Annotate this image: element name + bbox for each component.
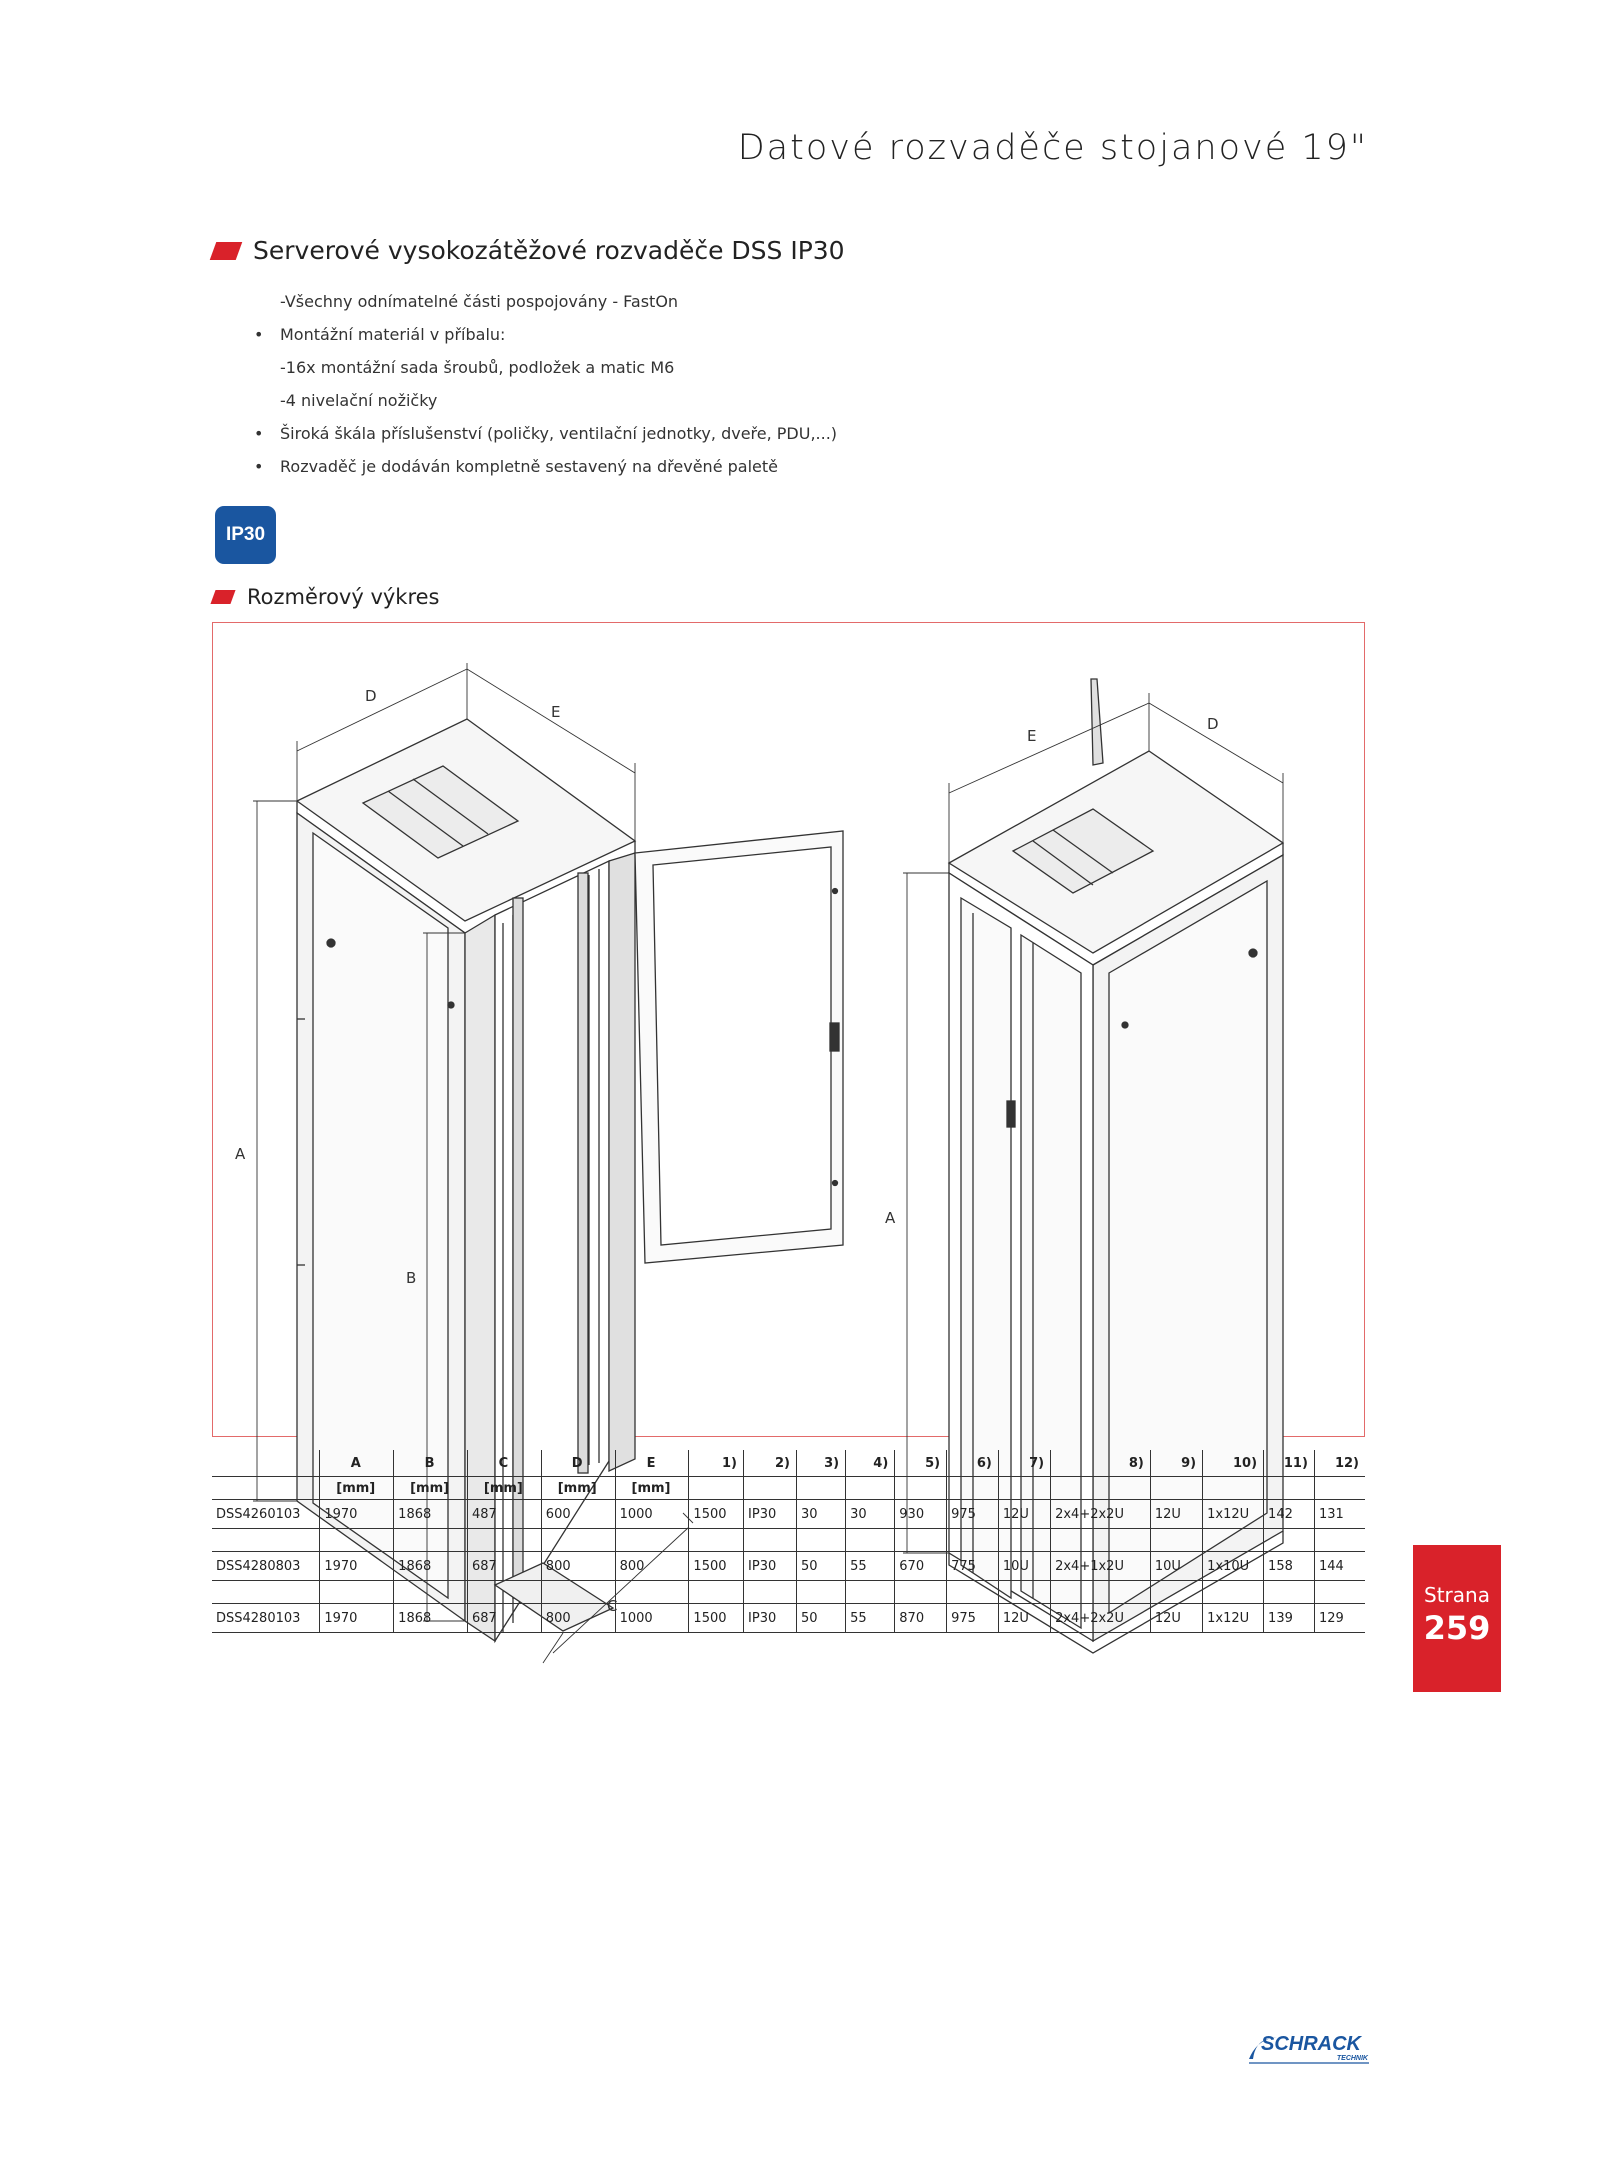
table-cell: 800 xyxy=(615,1552,689,1581)
table-cell: 158 xyxy=(1264,1552,1315,1581)
spec-table xyxy=(212,1450,1365,1633)
table-header-cell: 2) xyxy=(744,1450,797,1477)
table-cell: 1868 xyxy=(394,1500,468,1529)
table-cell: 975 xyxy=(947,1500,999,1529)
table-cell: 975 xyxy=(947,1604,999,1633)
table-header-cell: 8) xyxy=(1051,1450,1151,1477)
table-unit-cell xyxy=(796,1477,845,1500)
table-unit-cell xyxy=(1314,1477,1365,1500)
table-unit-cell xyxy=(1150,1477,1202,1500)
red-marker-icon xyxy=(210,590,235,604)
table-header-cell: 10) xyxy=(1203,1450,1264,1477)
table-header-cell: 11) xyxy=(1264,1450,1315,1477)
table-cell: 687 xyxy=(467,1604,541,1633)
table-cell: IP30 xyxy=(744,1552,797,1581)
table-unit-cell: [mm] xyxy=(467,1477,541,1500)
table-cell: 30 xyxy=(796,1500,845,1529)
dim-label-d-right: D xyxy=(1207,715,1219,733)
table-cell: 12U xyxy=(1150,1500,1202,1529)
table-unit-row xyxy=(212,1477,1365,1500)
table-header-cell: D xyxy=(541,1450,615,1477)
table-cell: 144 xyxy=(1314,1552,1365,1581)
table-row xyxy=(212,1552,1365,1581)
section-heading-product xyxy=(213,236,845,265)
table-cell: 131 xyxy=(1314,1500,1365,1529)
feature-item: -16x montážní sada šroubů, podložek a matic M6 xyxy=(280,358,675,377)
table-header-cell: C xyxy=(467,1450,541,1477)
table-spacer-row xyxy=(212,1529,1365,1552)
table-unit-cell: [mm] xyxy=(320,1477,394,1500)
logo-brand: SCHRACK xyxy=(1261,2033,1361,2055)
table-header-cell xyxy=(212,1450,320,1477)
feature-list xyxy=(252,285,837,483)
table-unit-cell xyxy=(1051,1477,1151,1500)
table-cell: 1868 xyxy=(394,1604,468,1633)
table-cell: 10U xyxy=(1150,1552,1202,1581)
table-unit-cell: [mm] xyxy=(541,1477,615,1500)
table-cell: 1x12U xyxy=(1203,1604,1264,1633)
table-cell: 687 xyxy=(467,1552,541,1581)
dim-label-b: B xyxy=(406,1269,417,1287)
table-header-cell: 9) xyxy=(1150,1450,1202,1477)
table-cell: 12U xyxy=(998,1500,1050,1529)
table-cell: 870 xyxy=(895,1604,947,1633)
table-cell: 129 xyxy=(1314,1604,1365,1633)
page-tab-label: Strana xyxy=(1424,1583,1490,1607)
table-cell: IP30 xyxy=(744,1604,797,1633)
table-cell: 142 xyxy=(1264,1500,1315,1529)
red-marker-icon xyxy=(210,242,243,260)
table-unit-cell xyxy=(744,1477,797,1500)
table-cell: 1000 xyxy=(615,1500,689,1529)
table-header-cell: E xyxy=(615,1450,689,1477)
table-cell: 670 xyxy=(895,1552,947,1581)
table-cell: 55 xyxy=(846,1604,895,1633)
feature-item: • Rozvaděč je dodáván kompletně sestavený na dřevěné paletě xyxy=(252,450,837,483)
table-header-row xyxy=(212,1450,1365,1477)
table-header-cell: 4) xyxy=(846,1450,895,1477)
feature-item: -4 nivelační nožičky xyxy=(280,391,438,410)
table-header-cell: 7) xyxy=(998,1450,1050,1477)
dim-label-c: C xyxy=(607,1597,618,1615)
table-header-cell: B xyxy=(394,1450,468,1477)
dim-label-e-left: E xyxy=(551,703,561,721)
table-header-cell: 3) xyxy=(796,1450,845,1477)
table-cell: 600 xyxy=(541,1500,615,1529)
table-cell: 30 xyxy=(846,1500,895,1529)
table-cell: 50 xyxy=(796,1604,845,1633)
table-header-cell: 6) xyxy=(947,1450,999,1477)
table-unit-cell xyxy=(1203,1477,1264,1500)
table-cell: 1970 xyxy=(320,1552,394,1581)
table-cell: 1500 xyxy=(689,1500,744,1529)
table-unit-cell: [mm] xyxy=(615,1477,689,1500)
table-unit-cell xyxy=(947,1477,999,1500)
table-unit-cell xyxy=(689,1477,744,1500)
feature-item: -Všechny odnímatelné části pospojovány - FastOn xyxy=(280,292,679,311)
feature-item: • Široká škála příslušenství (poličky, ventilační jednotky, dveře, PDU,...) xyxy=(252,417,837,450)
table-cell: 1868 xyxy=(394,1552,468,1581)
table-cell: 10U xyxy=(998,1552,1050,1581)
table-header-cell: 12) xyxy=(1314,1450,1365,1477)
table-cell: 1500 xyxy=(689,1552,744,1581)
table-cell: DSS4260103 xyxy=(212,1500,320,1529)
table-cell: IP30 xyxy=(744,1500,797,1529)
dim-label-a-right: A xyxy=(885,1209,896,1227)
table-cell: 487 xyxy=(467,1500,541,1529)
table-cell: 2x4+2x2U xyxy=(1051,1500,1151,1529)
table-cell: 12U xyxy=(998,1604,1050,1633)
logo-sub: TECHNIK xyxy=(1336,2055,1368,2062)
table-unit-cell xyxy=(895,1477,947,1500)
table-row xyxy=(212,1500,1365,1529)
table-cell: 775 xyxy=(947,1552,999,1581)
table-row xyxy=(212,1604,1365,1633)
table-unit-cell xyxy=(846,1477,895,1500)
table-cell: 1x12U xyxy=(1203,1500,1264,1529)
table-cell: 55 xyxy=(846,1552,895,1581)
table-unit-cell: [mm] xyxy=(394,1477,468,1500)
table-cell: 1000 xyxy=(615,1604,689,1633)
table-cell: 50 xyxy=(796,1552,845,1581)
table-cell: 1x10U xyxy=(1203,1552,1264,1581)
table-cell: 800 xyxy=(541,1552,615,1581)
table-header-cell: A xyxy=(320,1450,394,1477)
table-unit-cell xyxy=(212,1477,320,1500)
section-heading-text: Rozměrový výkres xyxy=(247,585,440,609)
dim-label-e-right: E xyxy=(1027,727,1037,745)
table-cell: 930 xyxy=(895,1500,947,1529)
schrack-logo-icon xyxy=(1247,2033,1372,2068)
table-cell: 12U xyxy=(1150,1604,1202,1633)
table-cell: 139 xyxy=(1264,1604,1315,1633)
section-heading-drawing xyxy=(213,585,440,609)
table-cell: DSS4280103 xyxy=(212,1604,320,1633)
table-cell: DSS4280803 xyxy=(212,1552,320,1581)
table-cell: 800 xyxy=(541,1604,615,1633)
table-cell: 1500 xyxy=(689,1604,744,1633)
table-cell: 1970 xyxy=(320,1604,394,1633)
table-unit-cell xyxy=(1264,1477,1315,1500)
feature-item: • Montážní materiál v příbalu: xyxy=(252,318,837,351)
table-header-cell: 5) xyxy=(895,1450,947,1477)
ip30-badge-icon: IP30 xyxy=(215,506,276,564)
table-cell: 2x4+1x2U xyxy=(1051,1552,1151,1581)
table-unit-cell xyxy=(998,1477,1050,1500)
page-number: 259 xyxy=(1423,1609,1491,1647)
page-number-tab xyxy=(1413,1545,1501,1692)
table-cell: 1970 xyxy=(320,1500,394,1529)
dim-label-a-left: A xyxy=(235,1145,246,1163)
dim-label-d-left: D xyxy=(365,687,377,705)
table-cell: 2x4+2x2U xyxy=(1051,1604,1151,1633)
page-title: Datové rozvaděče stojanové 19" xyxy=(737,128,1368,168)
table-header-cell: 1) xyxy=(689,1450,744,1477)
table-spacer-row xyxy=(212,1581,1365,1604)
section-heading-text: Serverové vysokozátěžové rozvaděče DSS IP30 xyxy=(253,236,845,265)
